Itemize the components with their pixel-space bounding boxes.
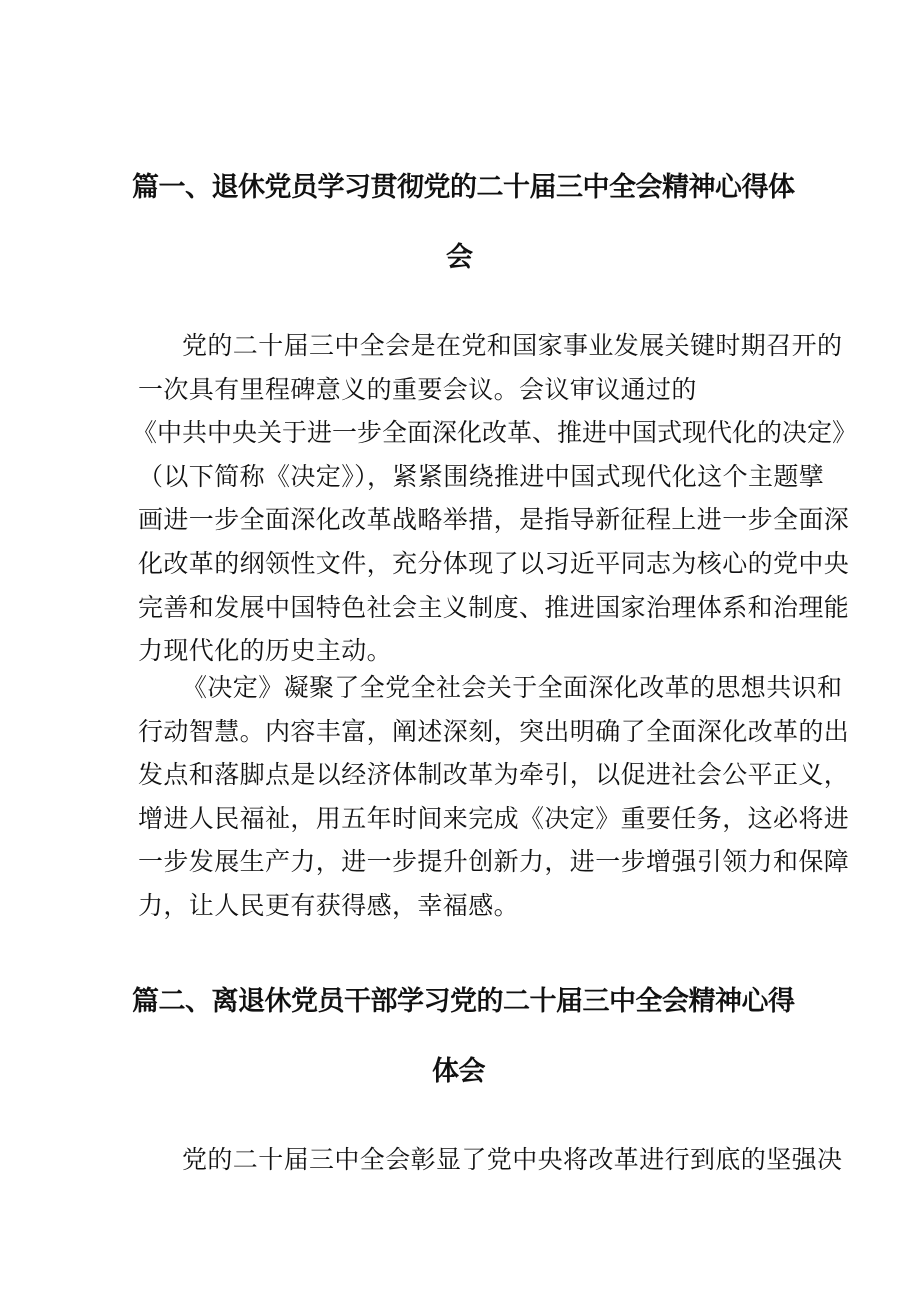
paragraph-line: 完善和发展中国特色社会主义制度、推进国家治理体系和治理能 xyxy=(138,592,850,622)
paragraph-line: 化改革的纲领性文件，充分体现了以习近平同志为核心的党中央 xyxy=(138,548,850,578)
section-1-title-line-2: 会 xyxy=(446,242,473,273)
paragraph-line: 力现代化的历史主动。 xyxy=(138,636,393,666)
section-2-paragraph-1 xyxy=(138,1138,843,1182)
paragraph-line: 力，让人民更有获得感，幸福感。 xyxy=(138,890,520,920)
paragraph-line: 画进一步全面深化改革战略举措，是指导新征程上进一步全面深 xyxy=(138,505,850,535)
paragraph-line: 增进人民福祉，用五年时间来完成《决定》重要任务，这必将进 xyxy=(138,803,850,833)
section-1-paragraph-1 xyxy=(132,324,858,673)
section-1-title xyxy=(0,168,920,278)
section-2-title-line-1: 篇二、离退休党员干部学习党的二十届三中全会精神心得 xyxy=(132,986,795,1017)
paragraph-line: 发点和落脚点是以经济体制改革为牵引，以促进社会公平正义， xyxy=(138,760,850,790)
paragraph-line: （以下简称《决定》），紧紧围绕推进中国式现代化这个主题擘 xyxy=(138,461,825,491)
section-2-title-line-2: 体会 xyxy=(432,1056,485,1087)
paragraph-line: 一步发展生产力，进一步提升创新力，进一步增强引领力和保障 xyxy=(138,847,850,877)
paragraph-line: 党的二十届三中全会彰显了党中央将改革进行到底的坚强决 xyxy=(182,1145,843,1174)
section-2-title xyxy=(0,982,920,1092)
section-1-title-line-1: 篇一、退休党员学习贯彻党的二十届三中全会精神心得体 xyxy=(132,172,795,203)
paragraph-line: 一次具有里程碑意义的重要会议。会议审议通过的 xyxy=(138,374,697,404)
paragraph-line: 行动智慧。内容丰富，阐述深刻，突出明确了全面深化改革的出 xyxy=(138,716,850,746)
paragraph-line: 《决定》凝聚了全党全社会关于全面深化改革的思想共识和 xyxy=(182,673,843,702)
section-1-paragraph-2 xyxy=(138,666,850,928)
paragraph-line: 党的二十届三中全会是在党和国家事业发展关键时期召开的 xyxy=(182,331,843,360)
paragraph-line: 《中共中央关于进一步全面深化改革、推进中国式现代化的决定》 xyxy=(132,418,858,448)
